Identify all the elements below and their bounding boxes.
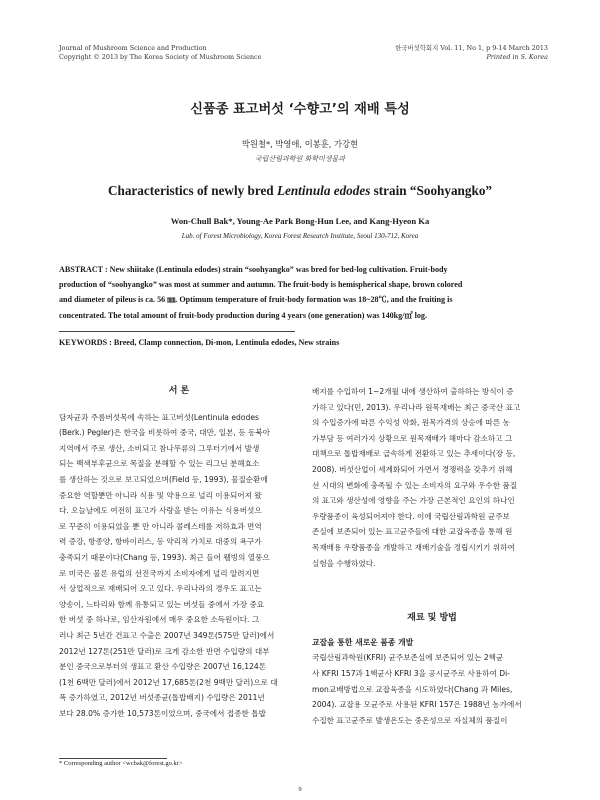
abstract-line: concentrated. The total amount of fruit-body production during 4 years (one generation) was 140kg/㎥ log. — [59, 310, 427, 320]
body-line: 를 생산하는 것으로 보고되었으며(Field 등, 1993), 물질순환에 — [59, 474, 268, 484]
printed-in: Printed in S. Korea — [486, 53, 548, 61]
english-title — [0, 183, 600, 199]
english-affiliation: Lab. of Forest Microbiology, Korea Forest Research Institute, Seoul 130-712, Korea — [181, 232, 419, 240]
methods-heading: 재료 및 방법 — [407, 613, 457, 624]
abstract — [59, 262, 551, 323]
english-title-end: strain “Soohyangko” — [370, 183, 493, 198]
english-title-species: Lentinula edodes — [276, 183, 371, 198]
copyright-line: Copyright © 2013 by The Korea Society of Mushroom Science — [59, 53, 262, 61]
body-line: 서 상업적으로 재배되어 오고 있다. 우리나라의 경우도 표고는 — [59, 584, 262, 594]
body-line: 2004). 교잡용 모균주로 사용된 KFRI 157은 1988년 농가에서 — [312, 700, 522, 710]
body-line: 가하고 있다(민, 2013). 우리나라 원목재배는 최근 중국산 표고 — [312, 402, 521, 412]
volume-info: 한국버섯학회지 Vol. 11, No 1, p 9-14 March 2013 — [395, 44, 548, 52]
body-line: mon교배방법으로 교잡육종을 시도하였다(Chang 과 Miles, — [312, 684, 513, 694]
body-line: 한 버섯 중 하나로, 임산자원에서 매우 중요한 소득원이다. 그 — [59, 615, 260, 625]
introduction-column — [59, 384, 299, 721]
body-line: 충족되기 때문이다(Chang 등, 1993). 최근 들어 웰빙의 열풍으 — [59, 552, 270, 562]
body-line: 다. 오늘날에도 여전히 표고가 사랑을 받는 이유는 식용버섯으 — [59, 506, 262, 516]
body-line: 의 수입증가에 따른 수익성 악화, 원목가격의 상승에 따른 농 — [312, 418, 510, 428]
body-line: 되는 백색부후균으로 목질을 분해할 수 있는 리그닌 분해효소 — [59, 459, 260, 469]
footnote-divider — [59, 758, 167, 759]
abstract-line: and diameter of pileus is ca. 56 ㎜. Optimum temperature of fruit-body formation was 18~28℃, and the fruiting is — [59, 295, 453, 305]
body-line: 지역에서 주로 생산, 소비되고 참나무류의 그루터기에서 발생 — [59, 443, 260, 453]
korean-authors: 박원철*, 박영애, 이봉훈, 가강현 — [241, 139, 359, 149]
body-line: 분인 중국으로부터의 생표고 환산 수입량은 2007년 16,124톤 — [59, 662, 267, 672]
corresponding-author-footnote: * Corresponding author <wcbak@forest.go.kr> — [59, 760, 183, 767]
body-line: 국립산림과학원(KFRI) 균주보존실에 보존되어 있는 2핵균 — [312, 653, 504, 663]
korean-affiliation: 국립산림과학원 화학미생물과 — [254, 155, 346, 163]
body-line: 의 표고와 생산성에 영향을 주는 가장 근본적인 요인의 하나인 — [312, 496, 515, 506]
abstract-line: production of “soohyangko” was most at summer and autumn. The fruit-body is hemispherical shape, brown colored — [59, 280, 463, 290]
body-line: 사 KFRI 157과 1핵균사 KFRI 3을 공시균주로 사용하여 Di- — [312, 668, 510, 678]
body-line: 수집한 표고균주로 발생온도는 중온성으로 자실체의 품질이 — [312, 715, 508, 725]
body-line: 가부담 등 여러가지 상황으로 원목재배가 해마다 감소하고 그 — [312, 433, 513, 443]
body-line: 로 꾸준히 이용되었을 뿐 만 아니라 콜레스테롤 저하효과 면역 — [59, 521, 262, 531]
body-line: 실험을 수행하였다. — [312, 558, 376, 568]
korean-title: 신품종 표고버섯 ‘수향고’의 재배 특성 — [190, 102, 410, 117]
right-column — [312, 384, 552, 728]
body-line: 2008). 버섯산업이 세계화되어 가면서 경쟁력을 갖추기 위해 — [312, 464, 513, 474]
english-title-start: Characteristics of newly bred — [107, 183, 277, 198]
body-line: 존실에 보존되어 있는 표고균주들에 대한 교잡육종을 통해 원 — [312, 527, 513, 537]
body-line: 배지를 수입하여 1~2개월 내에 생산하여 출하하는 방식이 증 — [312, 387, 514, 396]
english-authors: Won-Chull Bak*, Young-Ae Park Bong-Hun Lee, and Kang-Hyeon Ka — [170, 216, 430, 226]
body-line: 대책으로 톱밥재배로 급속하게 전환하고 있는 추세이다(장 등, — [312, 449, 516, 459]
body-line: 폭 증가하였고, 2012년 버섯종균(톱밥배지) 수입량은 2011년 — [59, 693, 265, 703]
body-line: 목재배용 우량품종을 개발하고 재배기술을 정립시키기 위하여 — [312, 542, 515, 552]
body-line: 러나 최근 5년간 건표고 수출은 2007년 349톤(575만 달러)에서 — [59, 630, 275, 640]
introduction-heading: 서 론 — [168, 386, 190, 396]
body-line: (1천 6백만 달러)에서 2012년 17,685톤(2천 9백만 달러)으로 대 — [59, 677, 278, 687]
page-number: 9 — [298, 786, 302, 793]
journal-header-left — [59, 44, 261, 62]
keywords: KEYWORDS : Breed, Clamp connection, Di-mon, Lentinula edodes, New strains — [59, 338, 340, 347]
journal-header-right — [395, 44, 548, 62]
subsection-heading: 교잡을 통한 새로운 품종 개발 — [312, 637, 414, 647]
body-line: 로 미국은 물론 유럽의 선진국까지 소비자에게 널리 알려지면 — [59, 568, 260, 578]
body-line: 력 증강, 항종양, 항바이러스, 등 약리적 가치로 대중의 욕구가 — [59, 537, 262, 547]
body-line: 우량품종이 육성되어져야 한다. 이에 국립산림과학원 균주보 — [312, 511, 510, 521]
body-line: 중요한 역할뿐만 아니라 식용 및 약용으로 널리 이용되어져 왔 — [59, 490, 262, 500]
body-line: 담자균과 주름버섯목에 속하는 표고버섯(Lentinula edodes — [59, 412, 259, 422]
abstract-divider — [59, 331, 295, 332]
body-line: 양송이, 느타리와 함께 유통되고 있는 버섯들 중에서 가장 중요 — [59, 599, 265, 609]
body-line: (Berk.) Pegler)은 한국을 비롯하여 중국, 대만, 일본, 등 동북아 — [59, 428, 270, 438]
body-line: 선 시대의 변화에 충족될 수 있는 소비자의 요구와 우수한 품질 — [312, 480, 518, 490]
body-line: 2012년 127톤(251만 달러)로 크게 감소한 반면 수입량의 대부 — [59, 646, 270, 656]
abstract-line: ABSTRACT : New shiitake (Lentinula edodes) strain “soohyangko” was bred for bed-log cultivation. Fruit-body — [59, 265, 448, 274]
body-line: 보다 28.0% 증가한 10,573톤이었으며, 중국에서 접종한 톱밥 — [59, 708, 266, 718]
journal-name: Journal of Mushroom Science and Production — [59, 44, 207, 52]
